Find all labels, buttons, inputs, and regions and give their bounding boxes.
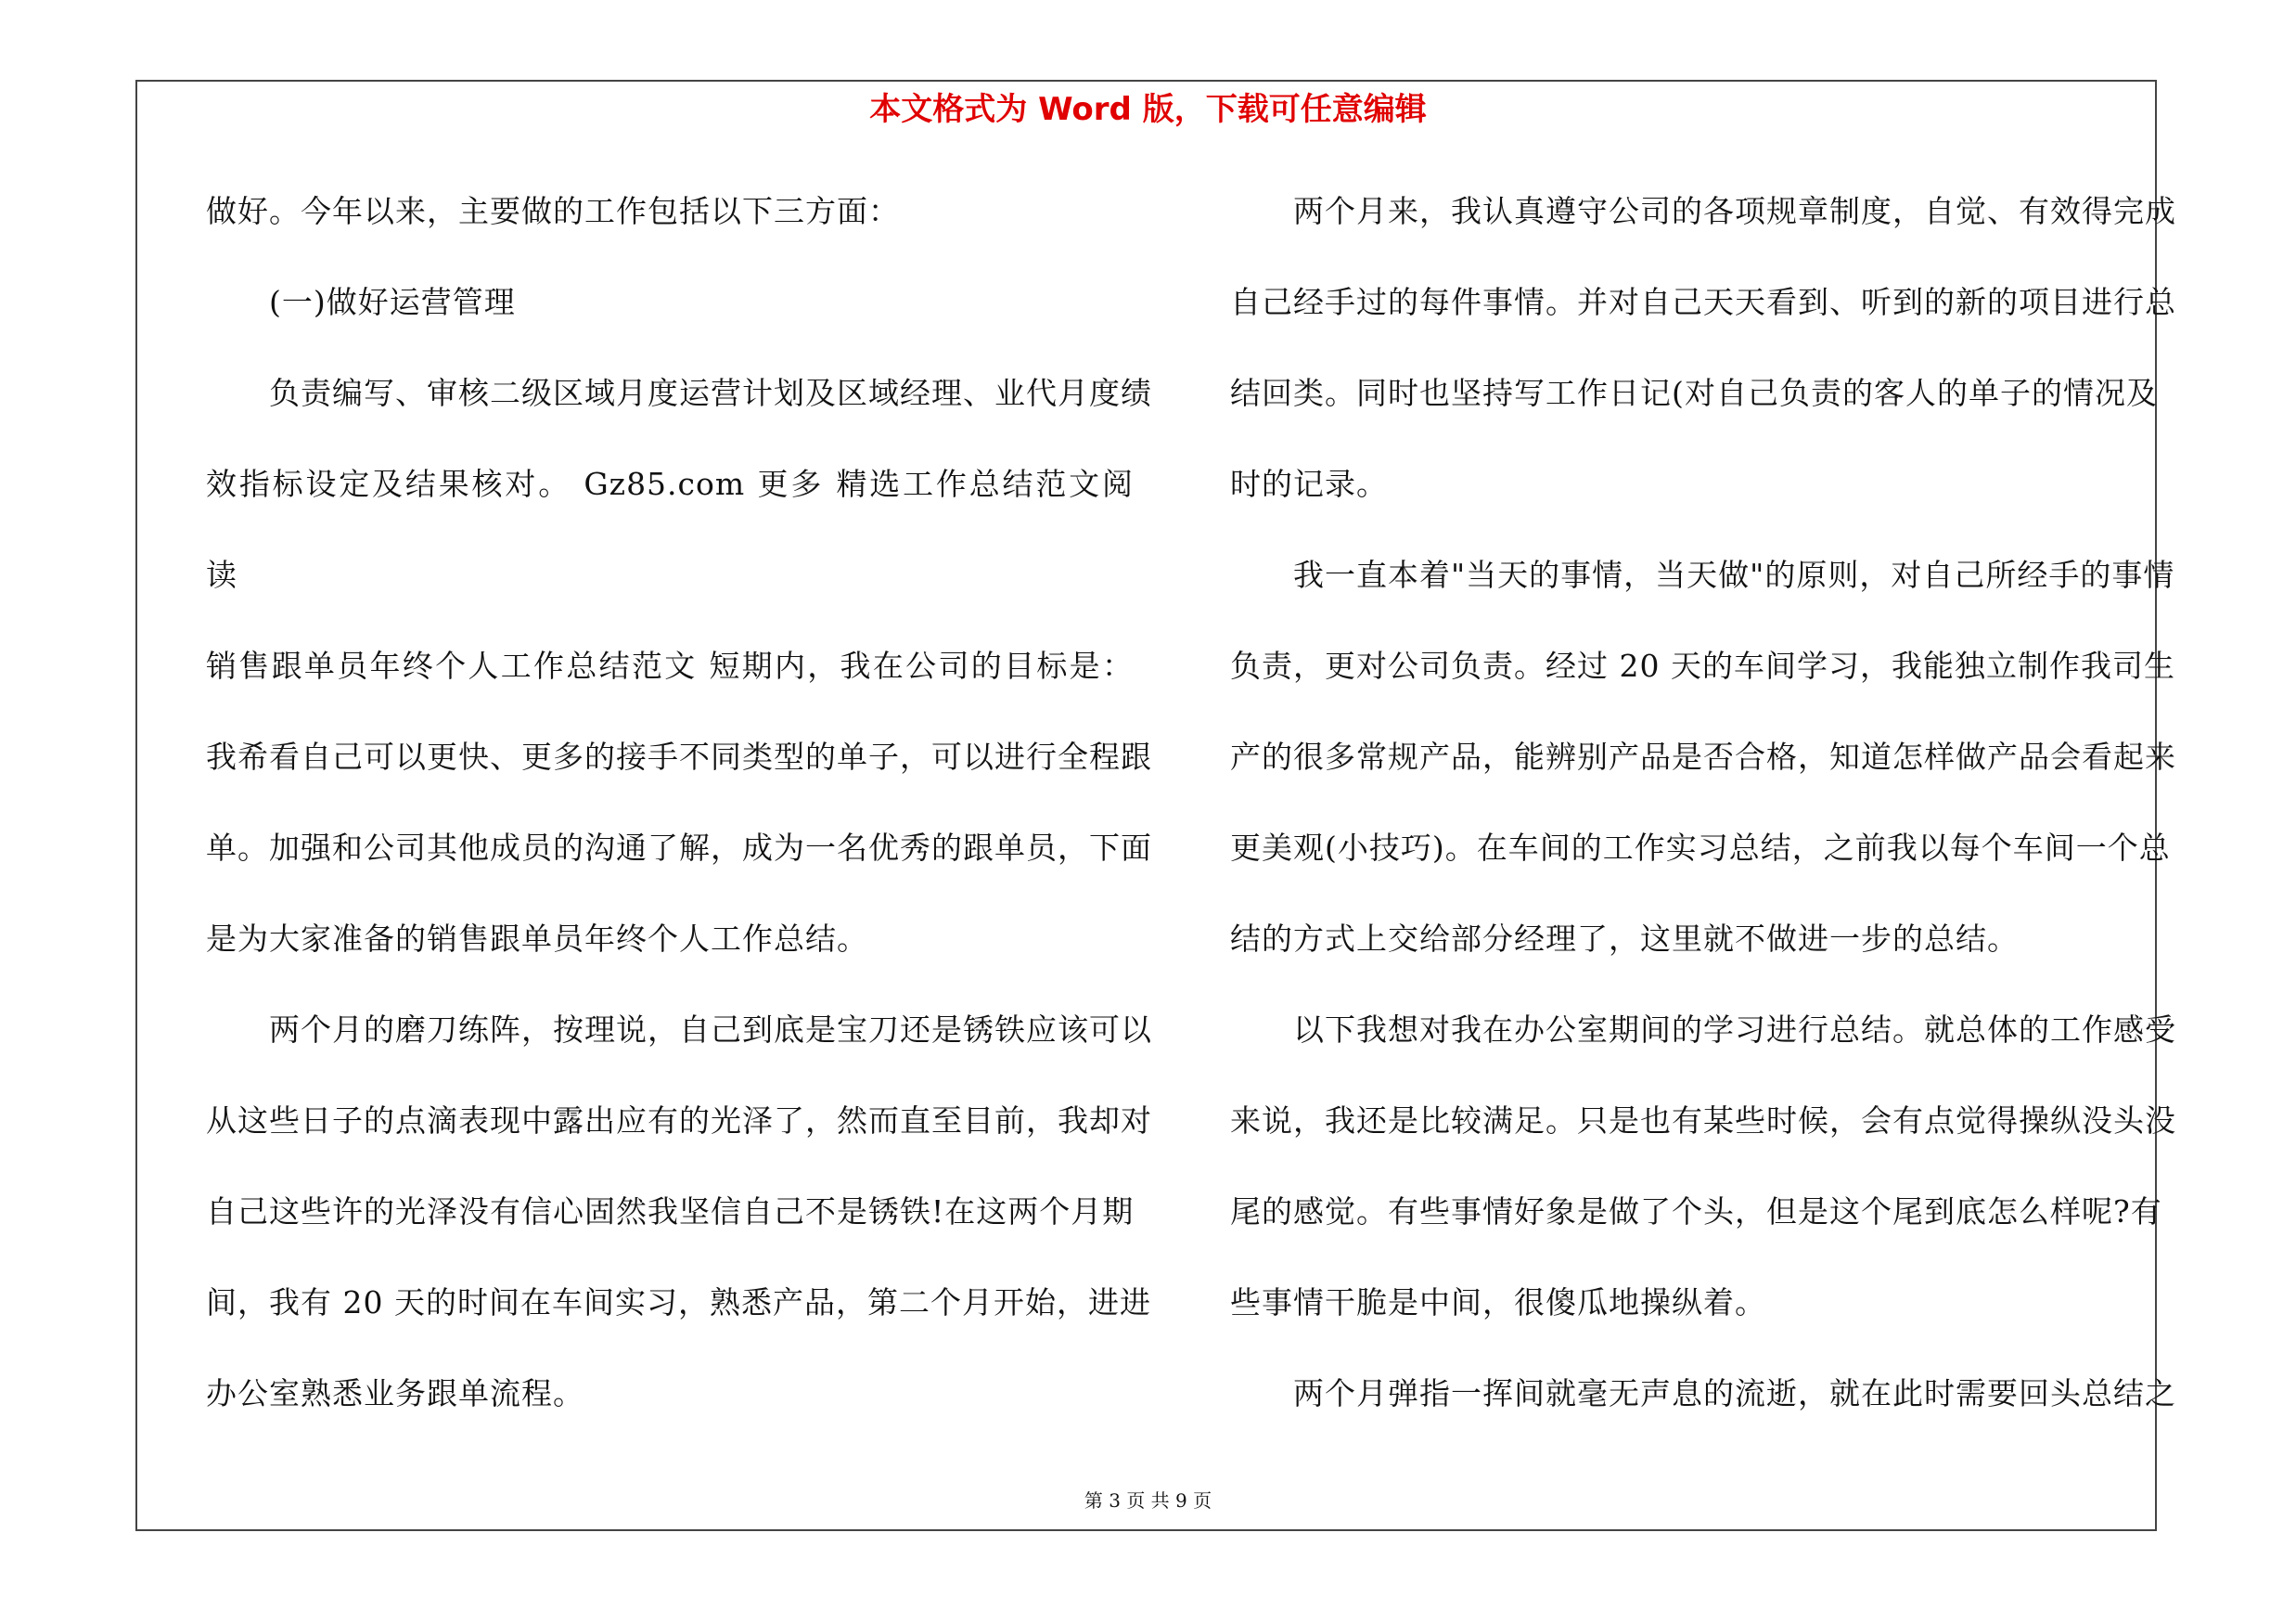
text-line: 负责，更对公司负责。经过 20 天的车间学习，我能独立制作我司生: [1230, 648, 2175, 684]
text-line: 些事情干脆是中间，很傻瓜地操纵着。: [1230, 1284, 1766, 1320]
text-line: 销售跟单员年终个人工作总结范文 短期内，我在公司的目标是：: [206, 648, 1134, 684]
text-line: 读: [206, 557, 237, 593]
text-line: (一)做好运营管理: [269, 284, 516, 320]
left-column: [206, 179, 1152, 1452]
text-line: 结的方式上交给部分经理了，这里就不做进一步的总结。: [1230, 921, 2019, 957]
text-line: 两个月的磨刀练阵，按理说，自己到底是宝刀还是锈铁应该可以: [269, 1011, 1152, 1048]
text-line: 负责编写、审核二级区域月度运营计划及区域经理、业代月度绩: [269, 375, 1152, 411]
format-banner: 本文格式为 Word 版，下载可任意编辑: [869, 91, 1427, 128]
text-line: 效指标设定及结果核对。 Gz85.com 更多 精选工作总结范文阅: [206, 466, 1134, 502]
text-line: 以下我想对我在办公室期间的学习进行总结。就总体的工作感受: [1293, 1011, 2176, 1048]
text-line: 从这些日子的点滴表现中露出应有的光泽了，然而直至目前，我却对: [206, 1102, 1152, 1139]
text-line: 我希看自己可以更快、更多的接手不同类型的单子，可以进行全程跟: [206, 739, 1152, 775]
text-line: 办公室熟悉业务跟单流程。: [206, 1375, 584, 1411]
text-line: 两个月弹指一挥间就毫无声息的流逝，就在此时需要回头总结之: [1293, 1375, 2176, 1411]
text-line: 我一直本着"当天的事情，当天做"的原则，对自己所经手的事情: [1293, 557, 2175, 593]
text-line: 单。加强和公司其他成员的沟通了解，成为一名优秀的跟单员，下面: [206, 830, 1152, 866]
text-line: 间，我有 20 天的时间在车间实习，熟悉产品，第二个月开始，进进: [206, 1284, 1151, 1320]
text-line: 来说，我还是比较满足。只是也有某些时候，会有点觉得操纵没头没: [1230, 1102, 2176, 1139]
text-line: 更美观(小技巧)。在车间的工作实习总结，之前我以每个车间一个总: [1230, 830, 2171, 866]
text-line: 自己经手过的每件事情。并对自己天天看到、听到的新的项目进行总: [1230, 284, 2176, 320]
text-line: 自己这些许的光泽没有信心固然我坚信自己不是锈铁!在这两个月期: [206, 1193, 1135, 1230]
text-line: 时的记录。: [1230, 466, 1388, 502]
right-column: [1230, 179, 2176, 1452]
text-line: 结回类。同时也坚持写工作日记(对自己负责的客人的单子的情况及: [1230, 375, 2158, 411]
text-line: 产的很多常规产品，能辨别产品是否合格，知道怎样做产品会看起来: [1230, 739, 2176, 775]
text-line: 尾的感觉。有些事情好象是做了个头，但是这个尾到底怎么样呢?有: [1230, 1193, 2162, 1230]
text-line: 两个月来，我认真遵守公司的各项规章制度，自觉、有效得完成: [1293, 193, 2176, 229]
page-footer: 第 3 页 共 9 页: [1084, 1489, 1212, 1512]
text-line: 做好。今年以来，主要做的工作包括以下三方面：: [206, 193, 900, 229]
text-line: 是为大家准备的销售跟单员年终个人工作总结。: [206, 921, 868, 957]
